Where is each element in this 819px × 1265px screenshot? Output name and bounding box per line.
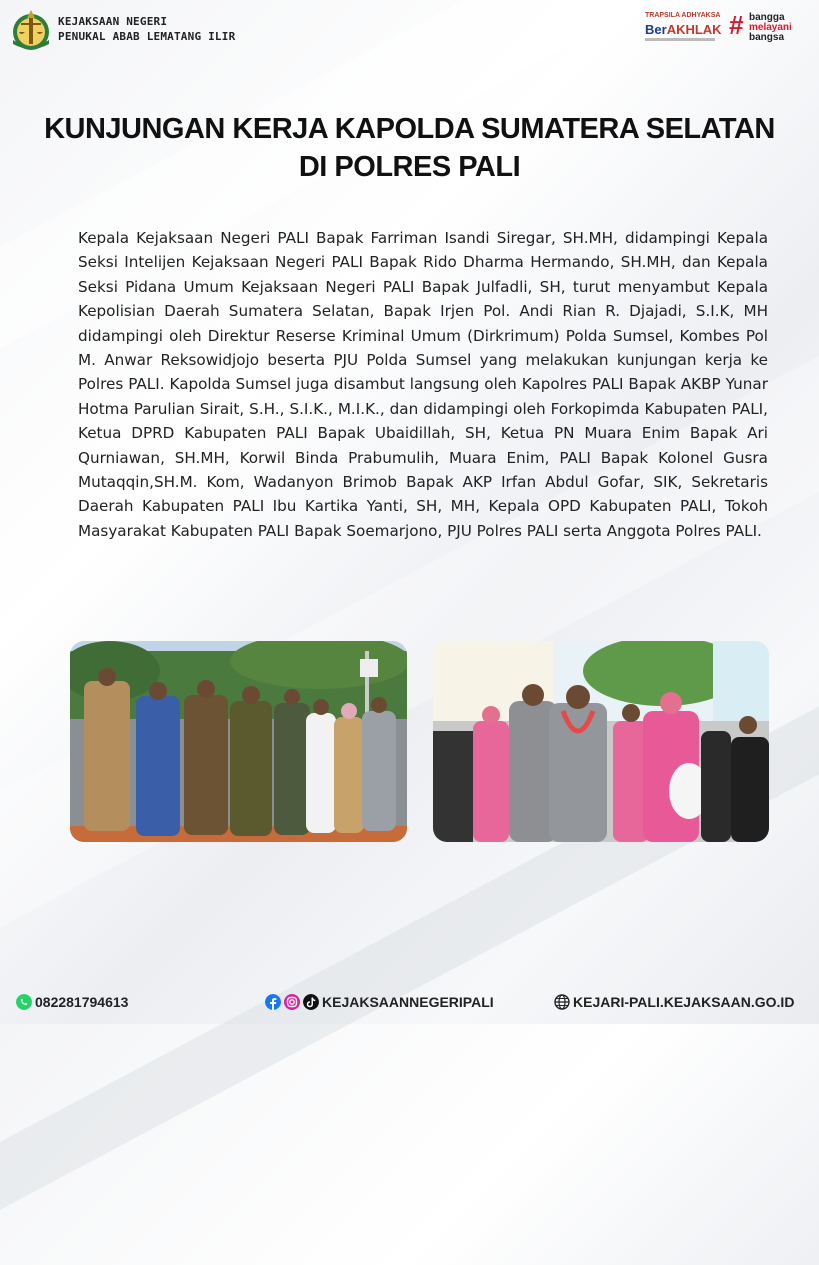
- social-handle: KEJAKSAANNEGERIPALI: [322, 994, 494, 1010]
- footer-social[interactable]: [265, 994, 494, 1010]
- globe-icon: [554, 994, 570, 1010]
- phone-number: 082281794613: [35, 994, 129, 1010]
- instagram-icon: [284, 994, 300, 1010]
- bangga-word: bangga: [749, 12, 785, 23]
- website-url: KEJARI-PALI.KEJAKSAAN.GO.ID: [573, 994, 795, 1010]
- page-title: [0, 110, 819, 186]
- event-photo-group: [70, 641, 407, 842]
- tiktok-icon: [303, 994, 319, 1010]
- org-name-line1: KEJAKSAAN NEGERI: [58, 15, 168, 28]
- berakhlak-logo: [645, 22, 722, 37]
- org-name-line2: PENUKAL ABAB LEMATANG ILIR: [58, 30, 236, 43]
- bangga-melayani-logo: [729, 10, 805, 46]
- footer-phone[interactable]: [16, 994, 128, 1010]
- article-body: Kepala Kejaksaan Negeri PALI Bapak Farriman Isandi Siregar, SH.MH, didampingi Kepala Seksi Intelijen Kejaksaan Negeri PALI Bapak Rido Dharma Hermando, SH.MH, dan Kepala Seksi Pidana Umum Kejaksaan Negeri PALI Bapak Julfadli, SH, turut menyambut Kepala Kepolisian Daerah Sumatera Selatan, Bapak Irjen Pol. Andi Rian R. Djajadi, S.I.K, MH didampingi oleh Direktur Reserse Kriminal Umum (Dirkrimum) Polda Sumsel, Kombes Pol M. Anwar Reksowidjojo beserta PJU Polda Sumsel yang melakukan kunjungan kerja ke Polres PALI. Kapolda Sumsel juga disambut langsung oleh Kapolres PALI Bapak AKBP Yunar Hotma Parulian Sirait, S.H., S.I.K., M.I.K., dan didampingi oleh Forkopimda Kabupaten PALI, Ketua DPRD Kabupaten PALI Bapak Ubaidillah, SH, Ketua PN Muara Enim Bapak Ari Qurniawan, SH.MH, Korwil Binda Prabumulih, Muara Enim, PALI Bapak Kolonel Gusra Mutaqqin,SH.M. Kom, Wadanyon Brimob Bapak AKP Irfan Abdul Gofar, SIK, Sekretaris Daerah Kabupaten PALI Ibu Kartika Yanti, SH, MH, Kepala OPD Kabupaten PALI, Tokoh Masyarakat Kabupaten PALI Bapak Soemarjono, PJU Polres PALI serta Anggota Polres PALI.: [78, 229, 768, 540]
- berakhlak-tagline: TRAPSILA ADHYAKSA: [645, 12, 721, 19]
- org-name: [58, 14, 235, 44]
- hashtag-icon: #: [729, 10, 744, 40]
- bangsa-word: bangsa: [749, 32, 785, 43]
- footer-website[interactable]: [554, 994, 794, 1010]
- header-right-logos: [645, 10, 805, 46]
- whatsapp-icon: [16, 994, 32, 1010]
- title-line2: DI POLRES PALI: [298, 151, 521, 183]
- melayani-word: melayani: [749, 22, 792, 33]
- event-photo-welcome: [433, 641, 769, 842]
- facebook-icon: [265, 994, 281, 1010]
- berakhlak-ber: Ber: [645, 22, 667, 37]
- title-line1: KUNJUNGAN KERJA KAPOLDA SUMATERA SELATAN: [44, 113, 775, 145]
- kejaksaan-logo-icon: [8, 6, 54, 52]
- berakhlak-underline: [645, 38, 715, 41]
- berakhlak-akhlak: AKHLAK: [666, 22, 722, 37]
